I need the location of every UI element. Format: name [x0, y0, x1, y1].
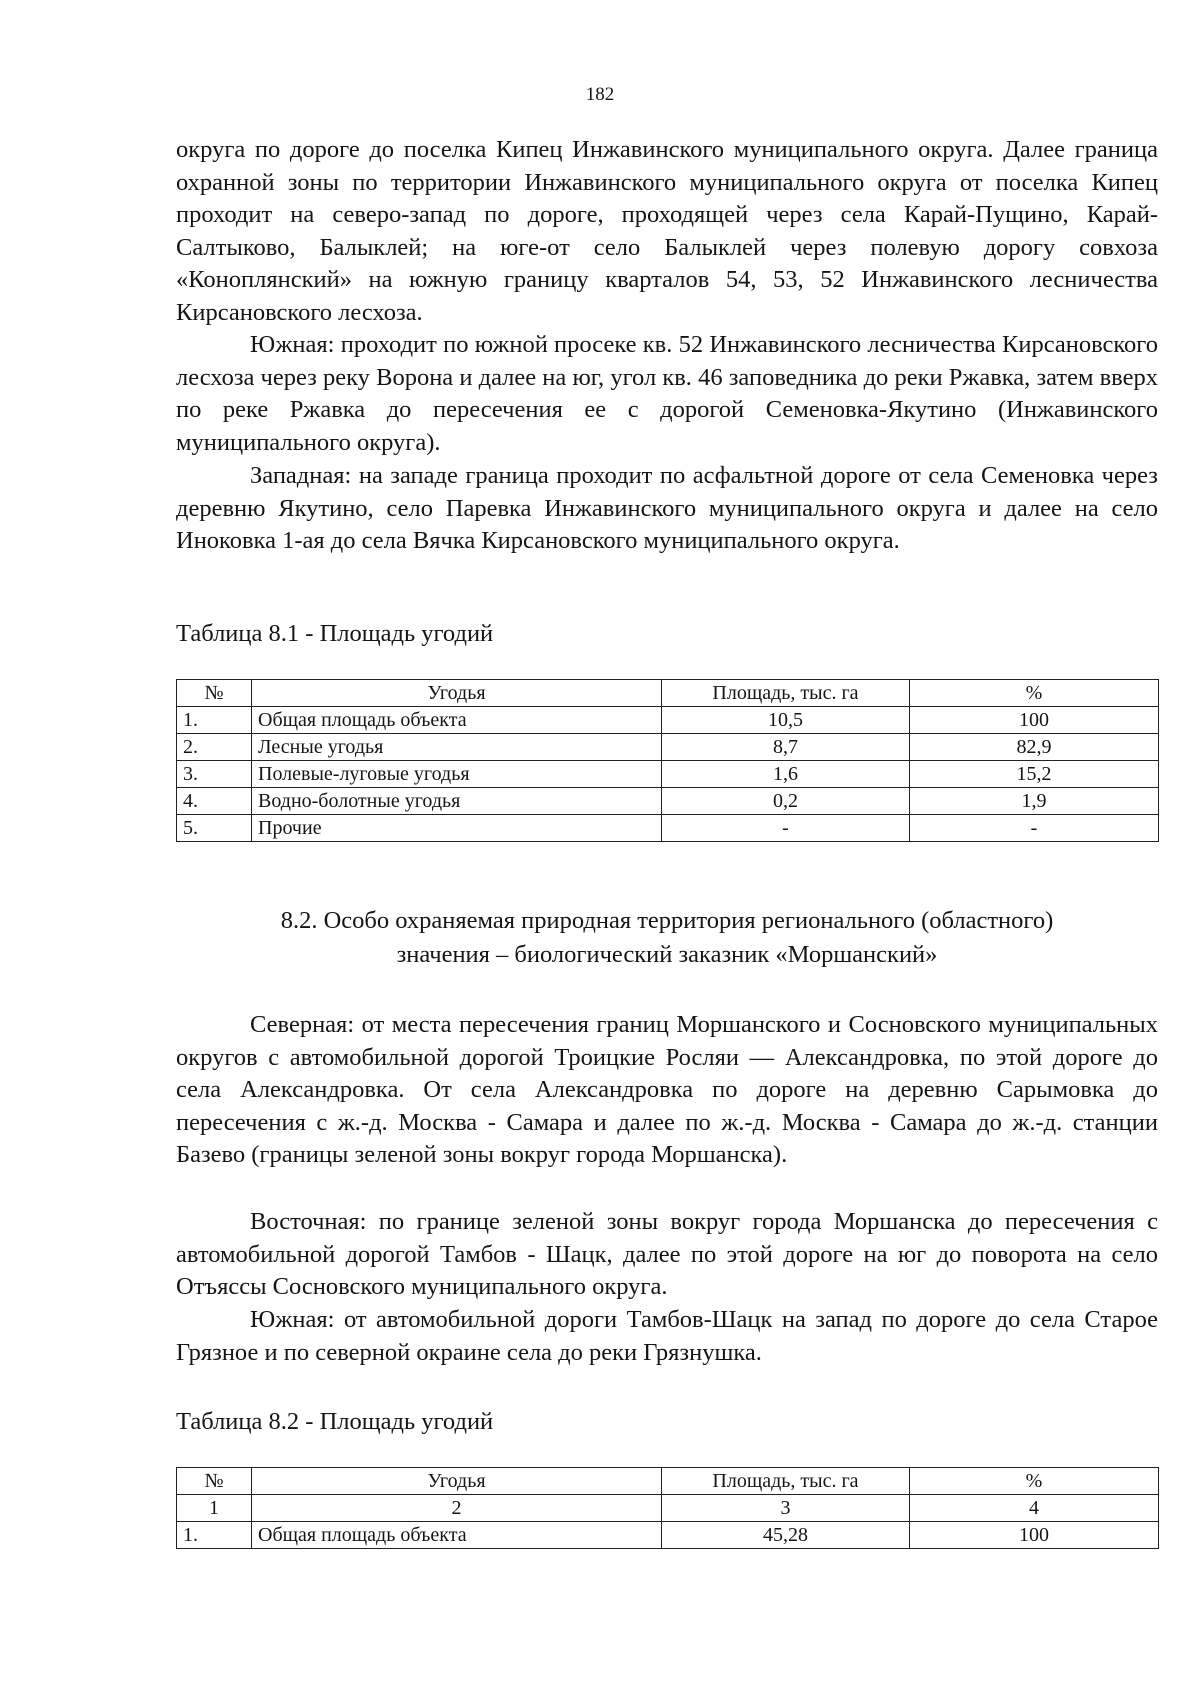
header-name: Угодья: [252, 1468, 662, 1495]
south-boundary-paragraph-2: Южная: от автомобильной дороги Тамбов-Шацк на запад по дороге до села Старое Грязное и по северной окраине села до реки Грязнушка.: [176, 1306, 1158, 1366]
table-header-row: [177, 1468, 1159, 1495]
table-1: [176, 679, 1159, 842]
table-row: [177, 1522, 1159, 1549]
north-boundary-paragraph: Северная: от места пересечения границ Моршанского и Сосновского муниципальных округов с автомобильной дорогой Троицкие Росляи — Александровка, по этой дороге до села Александровка. От села Александровка по дороге на деревню Сарымовка до пересечения с ж.-д. Москва - Самара и далее по ж.-д. Москва - Самара до ж.-д. станции Базево (границы зеленой зоны вокруг города Моршанска).: [176, 1011, 1158, 1169]
cell-pct: 1,9: [910, 788, 1159, 815]
page-number: 182: [585, 84, 615, 105]
header-num: №: [177, 680, 252, 707]
header-area: Площадь, тыс. га: [662, 680, 910, 707]
cell-area: 10,5: [662, 707, 910, 734]
cell-name: Общая площадь объекта: [252, 1522, 662, 1549]
column-number-row: [177, 1495, 1159, 1522]
cell-pct: 82,9: [910, 734, 1159, 761]
table-header-row: [177, 680, 1159, 707]
cell-name: Лесные угодья: [252, 734, 662, 761]
cell-num: 1.: [177, 1522, 252, 1549]
section-heading: [176, 904, 1158, 972]
cell-pct: 15,2: [910, 761, 1159, 788]
west-boundary-paragraph: Западная: на западе граница проходит по асфальтной дороге от села Семеновка через деревню Якутино, село Паревка Инжавинского муниципального округа и далее на село Иноковка 1-ая до села Вячка Кирсановского муниципального округа.: [176, 462, 1158, 555]
column-number: 1: [177, 1495, 252, 1522]
cell-area: 45,28: [662, 1522, 910, 1549]
header-area: Площадь, тыс. га: [662, 1468, 910, 1495]
cell-pct: 100: [910, 707, 1159, 734]
table-row: [177, 788, 1159, 815]
cell-pct: -: [910, 815, 1159, 842]
cell-name: Общая площадь объекта: [252, 707, 662, 734]
table-row: [177, 734, 1159, 761]
header-num: №: [177, 1468, 252, 1495]
column-number: 2: [252, 1495, 662, 1522]
cell-num: 5.: [177, 815, 252, 842]
column-number: 3: [662, 1495, 910, 1522]
south-boundary-paragraph: Южная: проходит по южной просеке кв. 52 Инжавинского лесничества Кирсановского лесхоза через реку Ворона и далее на юг, угол кв. 46 заповедника до реки Ржавка, затем вверх по реке Ржавка до пересечения ее с дорогой Семеновка-Якутино (Инжавинского муниципального округа).: [176, 331, 1158, 456]
cell-num: 4.: [177, 788, 252, 815]
cell-num: 3.: [177, 761, 252, 788]
cell-num: 1.: [177, 707, 252, 734]
table-2-caption: Таблица 8.2 - Площадь угодий: [176, 1408, 494, 1435]
table-row: [177, 815, 1159, 842]
header-pct: %: [910, 1468, 1159, 1495]
cell-area: 8,7: [662, 734, 910, 761]
cell-area: 1,6: [662, 761, 910, 788]
table-2: [176, 1467, 1159, 1549]
cell-pct: 100: [910, 1522, 1159, 1549]
east-boundary-paragraph: Восточная: по границе зеленой зоны вокруг города Моршанска до пересечения с автомобильной дорогой Тамбов - Шацк, далее по этой дороге на юг до поворота на село Отъяссы Сосновского муниципального округа.: [176, 1208, 1158, 1301]
column-number: 4: [910, 1495, 1159, 1522]
intro-paragraph: округа по дороге до поселка Кипец Инжавинского муниципального округа. Далее граница охранной зоны по территории Инжавинского муниципального округа от поселка Кипец проходит на северо-запад по дороге, проходящей через села Карай-Пущино, Карай-Салтыково, Балыклей; на юге-от село Балыклей через полевую дорогу совхоза «Коноплянский» на южную границу кварталов 54, 53, 52 Инжавинского лесничества Кирсановского лесхоза.: [176, 136, 1158, 326]
header-name: Угодья: [252, 680, 662, 707]
cell-area: 0,2: [662, 788, 910, 815]
table-row: [177, 761, 1159, 788]
table-1-caption: Таблица 8.1 - Площадь угодий: [176, 620, 494, 647]
cell-name: Полевые-луговые угодья: [252, 761, 662, 788]
table-row: [177, 707, 1159, 734]
cell-num: 2.: [177, 734, 252, 761]
cell-name: Водно-болотные угодья: [252, 788, 662, 815]
header-pct: %: [910, 680, 1159, 707]
section-heading-line-1: 8.2. Особо охраняемая природная территория регионального (областного): [280, 907, 1054, 934]
cell-area: -: [662, 815, 910, 842]
cell-name: Прочие: [252, 815, 662, 842]
section-heading-line-2: значения – биологический заказник «Моршанский»: [396, 941, 938, 968]
